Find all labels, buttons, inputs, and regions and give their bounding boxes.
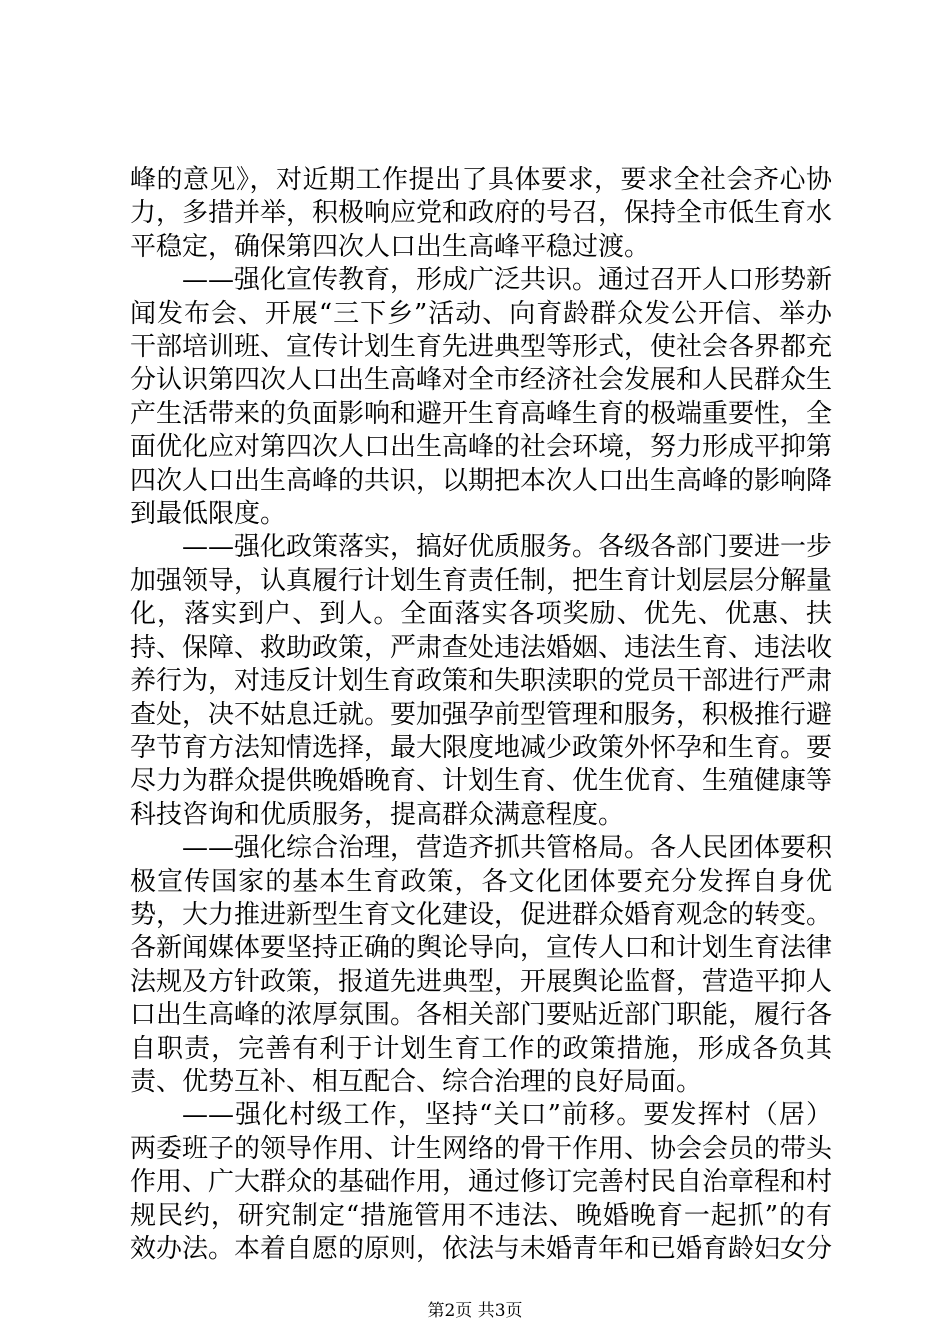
page-footer: 第2页 共3页 <box>427 1301 523 1321</box>
paragraph-continuation: 峰的意见》，对近期工作提出了具体要求，要求全社会齐心协力，多措并举，积极响应党和政府的号召，保持全市低生育水平稳定，确保第四次人口出生高峰平稳过渡。 <box>130 165 833 262</box>
document-body <box>130 164 832 1266</box>
paragraph-comprehensive-governance: ——强化综合治理，营造齐抓共管格局。各人民团体要积极宣传国家的基本生育政策，各文化团体要充分发挥自身优势，大力推进新型生育文化建设，促进群众婚育观念的转变。各新闻媒体要坚持正确的舆论导向，宣传人口和计划生育法律法规及方针政策，报道先进典型，开展舆论监督，营造平抑人口出生高峰的浓厚氛围。各相关部门要贴近部门职能，履行各自职责，完善有利于计划生育工作的政策措施，形成各负其责、优势互补、相互配合、综合治理的良好局面。 <box>130 833 833 1097</box>
paragraph-policy-implementation: ——强化政策落实，搞好优质服务。各级各部门要进一步加强领导，认真履行计划生育责任制，把生育计划层层分解量化，落实到户、到人。全面落实各项奖励、优先、优惠、扶持、保障、救助政策，严肃查处违法婚姻、违法生育、违法收养行为，对违反计划生育政策和失职渎职的党员干部进行严肃查处，决不姑息迁就。要加强孕前型管理和服务，积极推行避孕节育方法知情选择，最大限度地减少政策外怀孕和生育。要尽力为群众提供晚婚晚育、计划生育、优生优育、生殖健康等科技咨询和优质服务，提高群众满意程度。 <box>130 532 833 830</box>
paragraph-village-work: ——强化村级工作，坚持“关口”前移。要发挥村（居）两委班子的领导作用、计生网络的骨干作用、协会会员的带头作用、广大群众的基础作用，通过修订完善村民自治章程和村规民约，研究制定“措施管用不违法、晚婚晚育一起抓”的有效办法。本着自愿的原则，依法与未婚青年和已婚育龄妇女分 <box>130 1100 833 1264</box>
paragraph-publicity-education: ——强化宣传教育，形成广泛共识。通过召开人口形势新闻发布会、开展“三下乡”活动、向育龄群众发公开信、举办干部培训班、宣传计划生育先进典型等形式，使社会各界都充分认识第四次人口出生高峰对全市经济社会发展和人民群众生产生活带来的负面影响和避开生育高峰生育的极端重要性，全面优化应对第四次人口出生高峰的社会环境，努力形成平抑第四次人口出生高峰的共识，以期把本次人口出生高峰的影响降到最低限度。 <box>130 265 833 530</box>
